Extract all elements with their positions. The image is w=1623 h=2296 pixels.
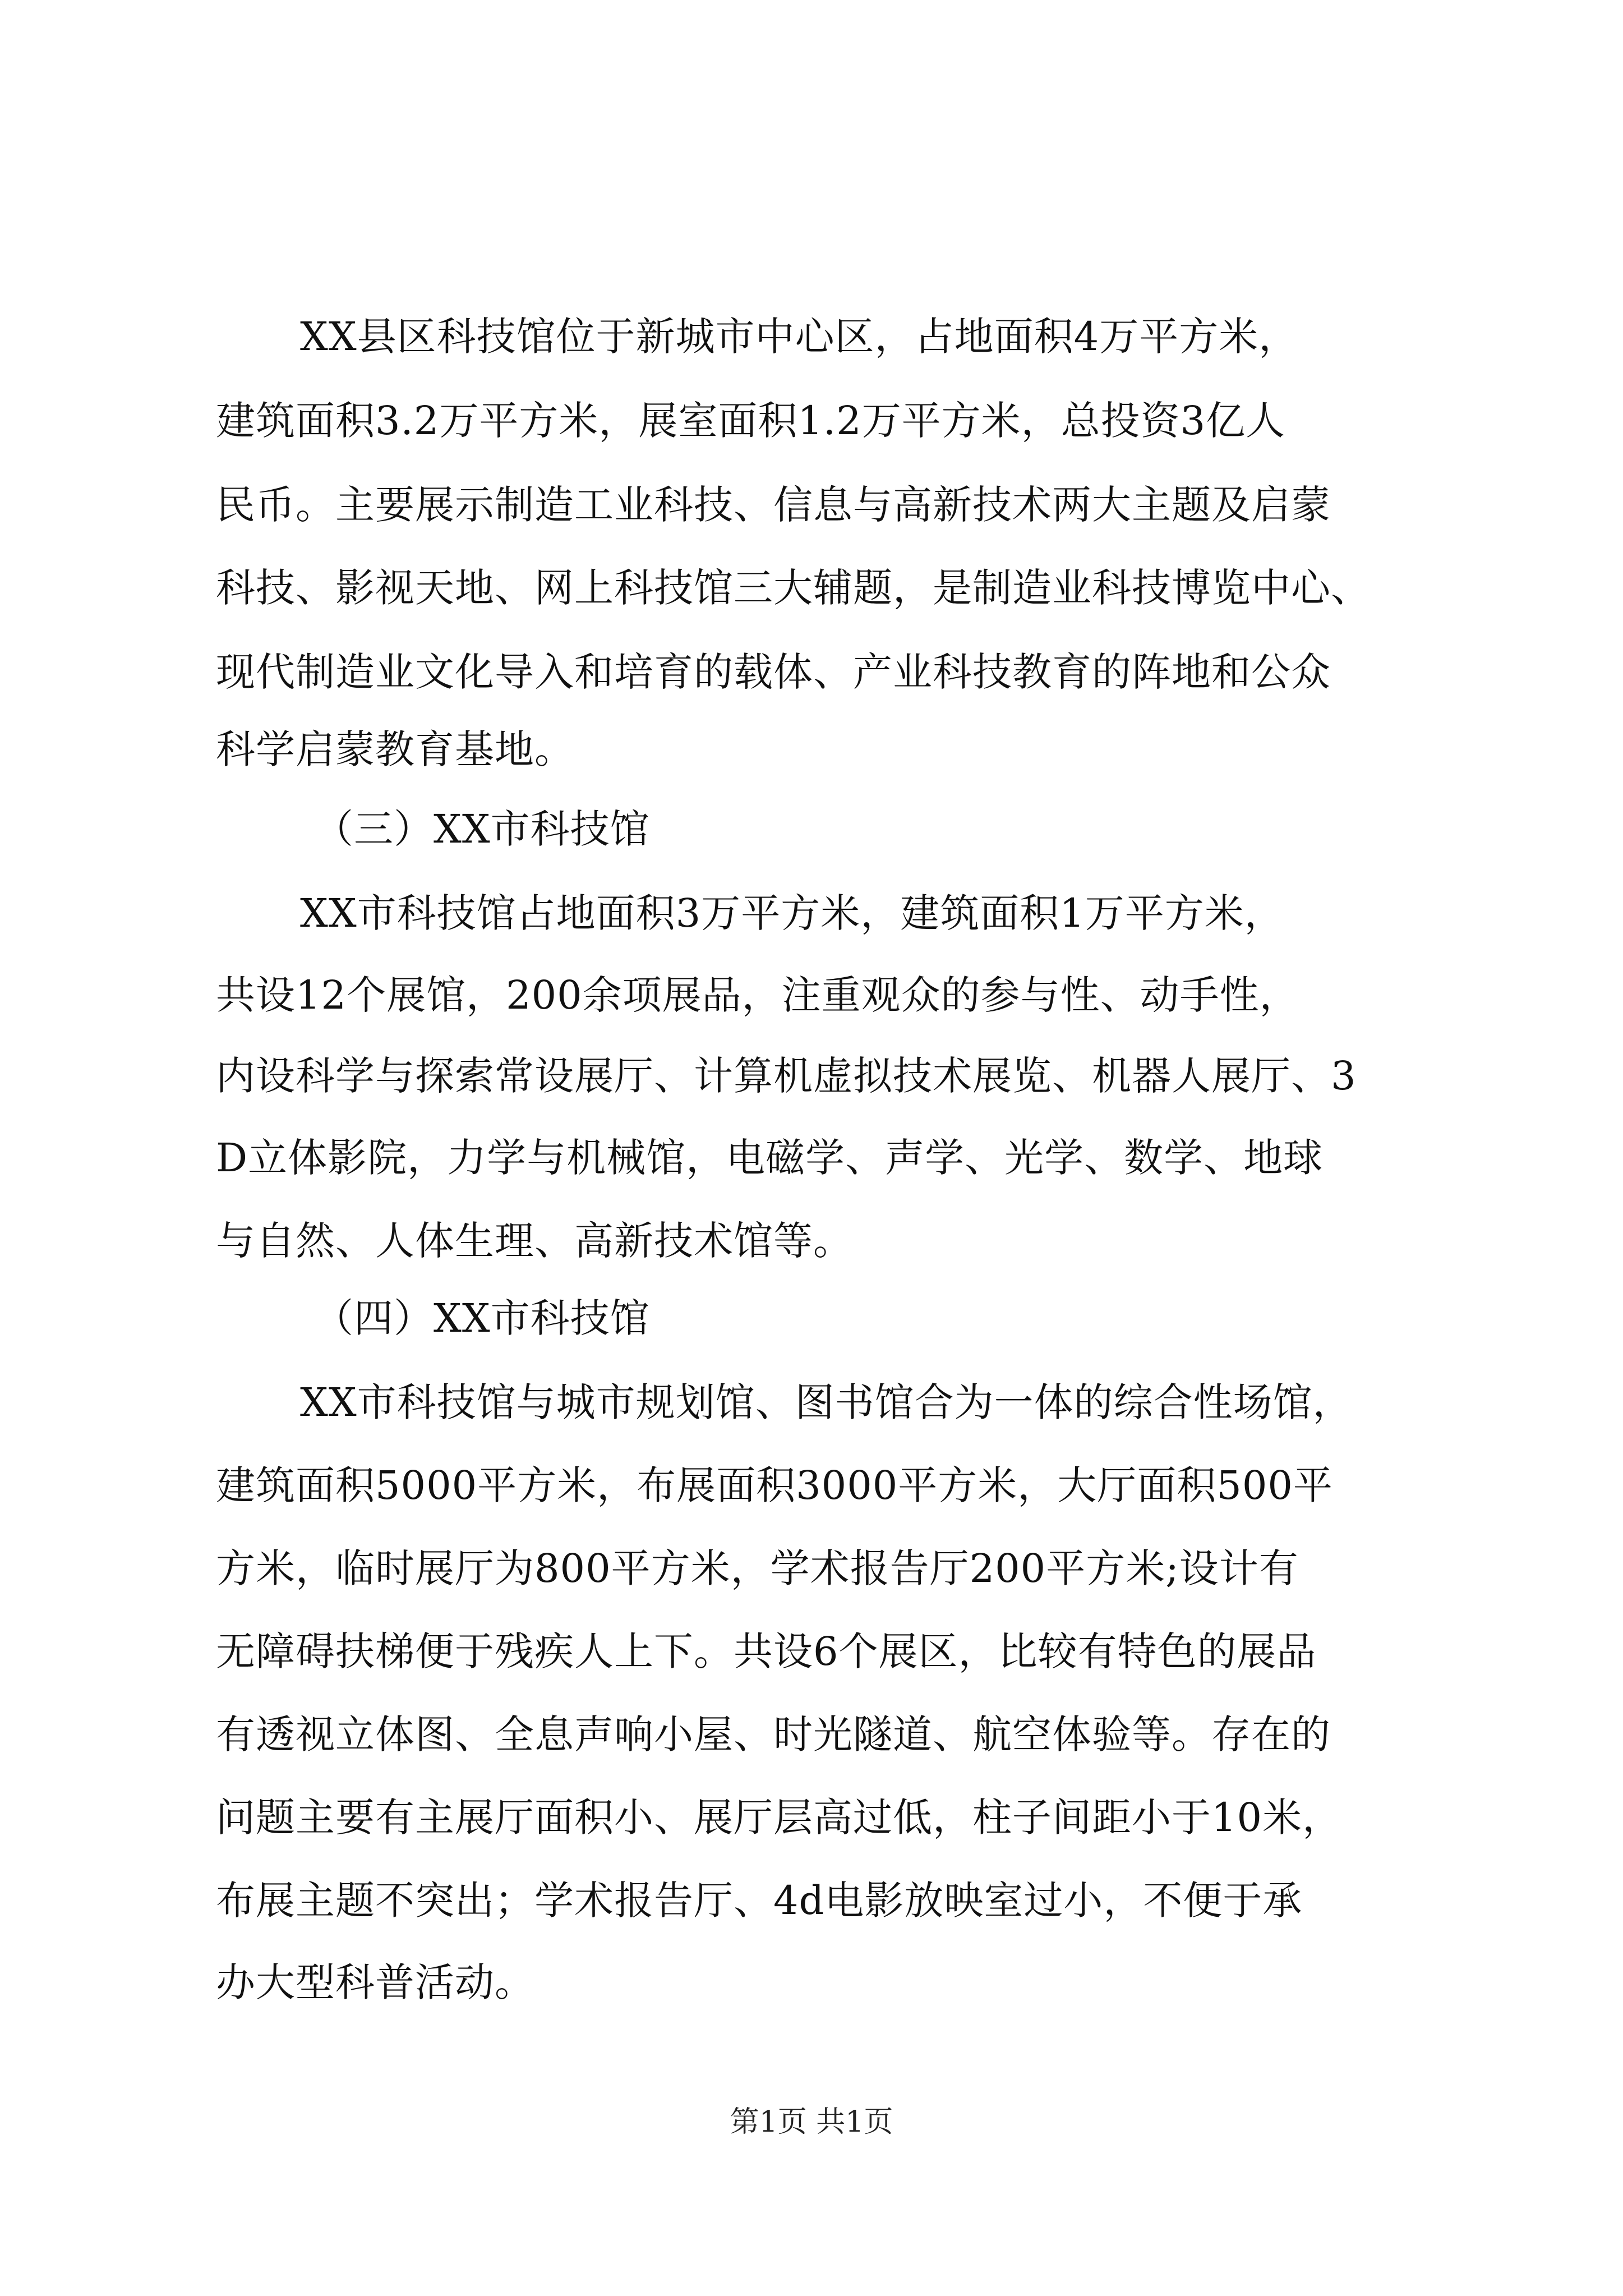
paragraph-2-line-3: 内设科学与探索常设展厅、计算机虚拟技术展览、机器人展厅、3 (216, 1053, 1357, 1099)
section-heading-3: （三）XX市科技馆 (314, 806, 650, 852)
paragraph-3-line-3: 方米，临时展厅为800平方米，学术报告厅200平方米;设计有 (216, 1545, 1299, 1591)
paragraph-3-line-6: 问题主要有主展厅面积小、展厅层高过低，柱子间距小于10米， (216, 1795, 1343, 1841)
paragraph-2-line-4: D立体影院，力学与机械馆，电磁学、声学、光学、数学、地球 (216, 1135, 1324, 1181)
paragraph-3-line-1: XX市科技馆与城市规划馆、图书馆合为一体的综合性场馆， (300, 1379, 1353, 1425)
paragraph-1-line-5: 现代制造业文化导入和培育的载体、产业科技教育的阵地和公众 (216, 649, 1331, 695)
section-heading-4: （四）XX市科技馆 (314, 1295, 650, 1341)
paragraph-2-line-1: XX市科技馆占地面积3万平方米，建筑面积1万平方米， (300, 890, 1284, 936)
paragraph-2-line-2: 共设12个展馆，200余项展品，注重观众的参与性、动手性， (216, 972, 1299, 1018)
paragraph-3-line-8: 办大型科普活动。 (216, 1959, 534, 2005)
paragraph-3-line-2: 建筑面积5000平方米，布展面积3000平方米，大厅面积500平 (216, 1462, 1333, 1508)
paragraph-1-line-6: 科学启蒙教育基地。 (216, 726, 574, 772)
paragraph-1-line-1: XX县区科技馆位于新城市中心区，占地面积4万平方米， (300, 314, 1299, 360)
paragraph-2-line-5: 与自然、人体生理、高新技术馆等。 (216, 1218, 853, 1264)
paragraph-3-line-7: 布展主题不突出；学术报告厅、4d电影放映室过小，不便于承 (216, 1878, 1303, 1924)
paragraph-3-line-5: 有透视立体图、全息声响小屋、时光隧道、航空体验等。存在的 (216, 1711, 1331, 1757)
paragraph-1-line-2: 建筑面积3.2万平方米，展室面积1.2万平方米，总投资3亿人 (216, 398, 1286, 444)
paragraph-1-line-3: 民币。主要展示制造工业科技、信息与高新技术两大主题及启蒙 (216, 482, 1331, 528)
paragraph-1-line-4: 科技、影视天地、网上科技馆三大辅题，是制造业科技博览中心、 (216, 565, 1371, 611)
page-number-footer: 第1页 共1页 (730, 2105, 893, 2139)
paragraph-3-line-4: 无障碍扶梯便于残疾人上下。共设6个展区，比较有特色的展品 (216, 1628, 1317, 1674)
